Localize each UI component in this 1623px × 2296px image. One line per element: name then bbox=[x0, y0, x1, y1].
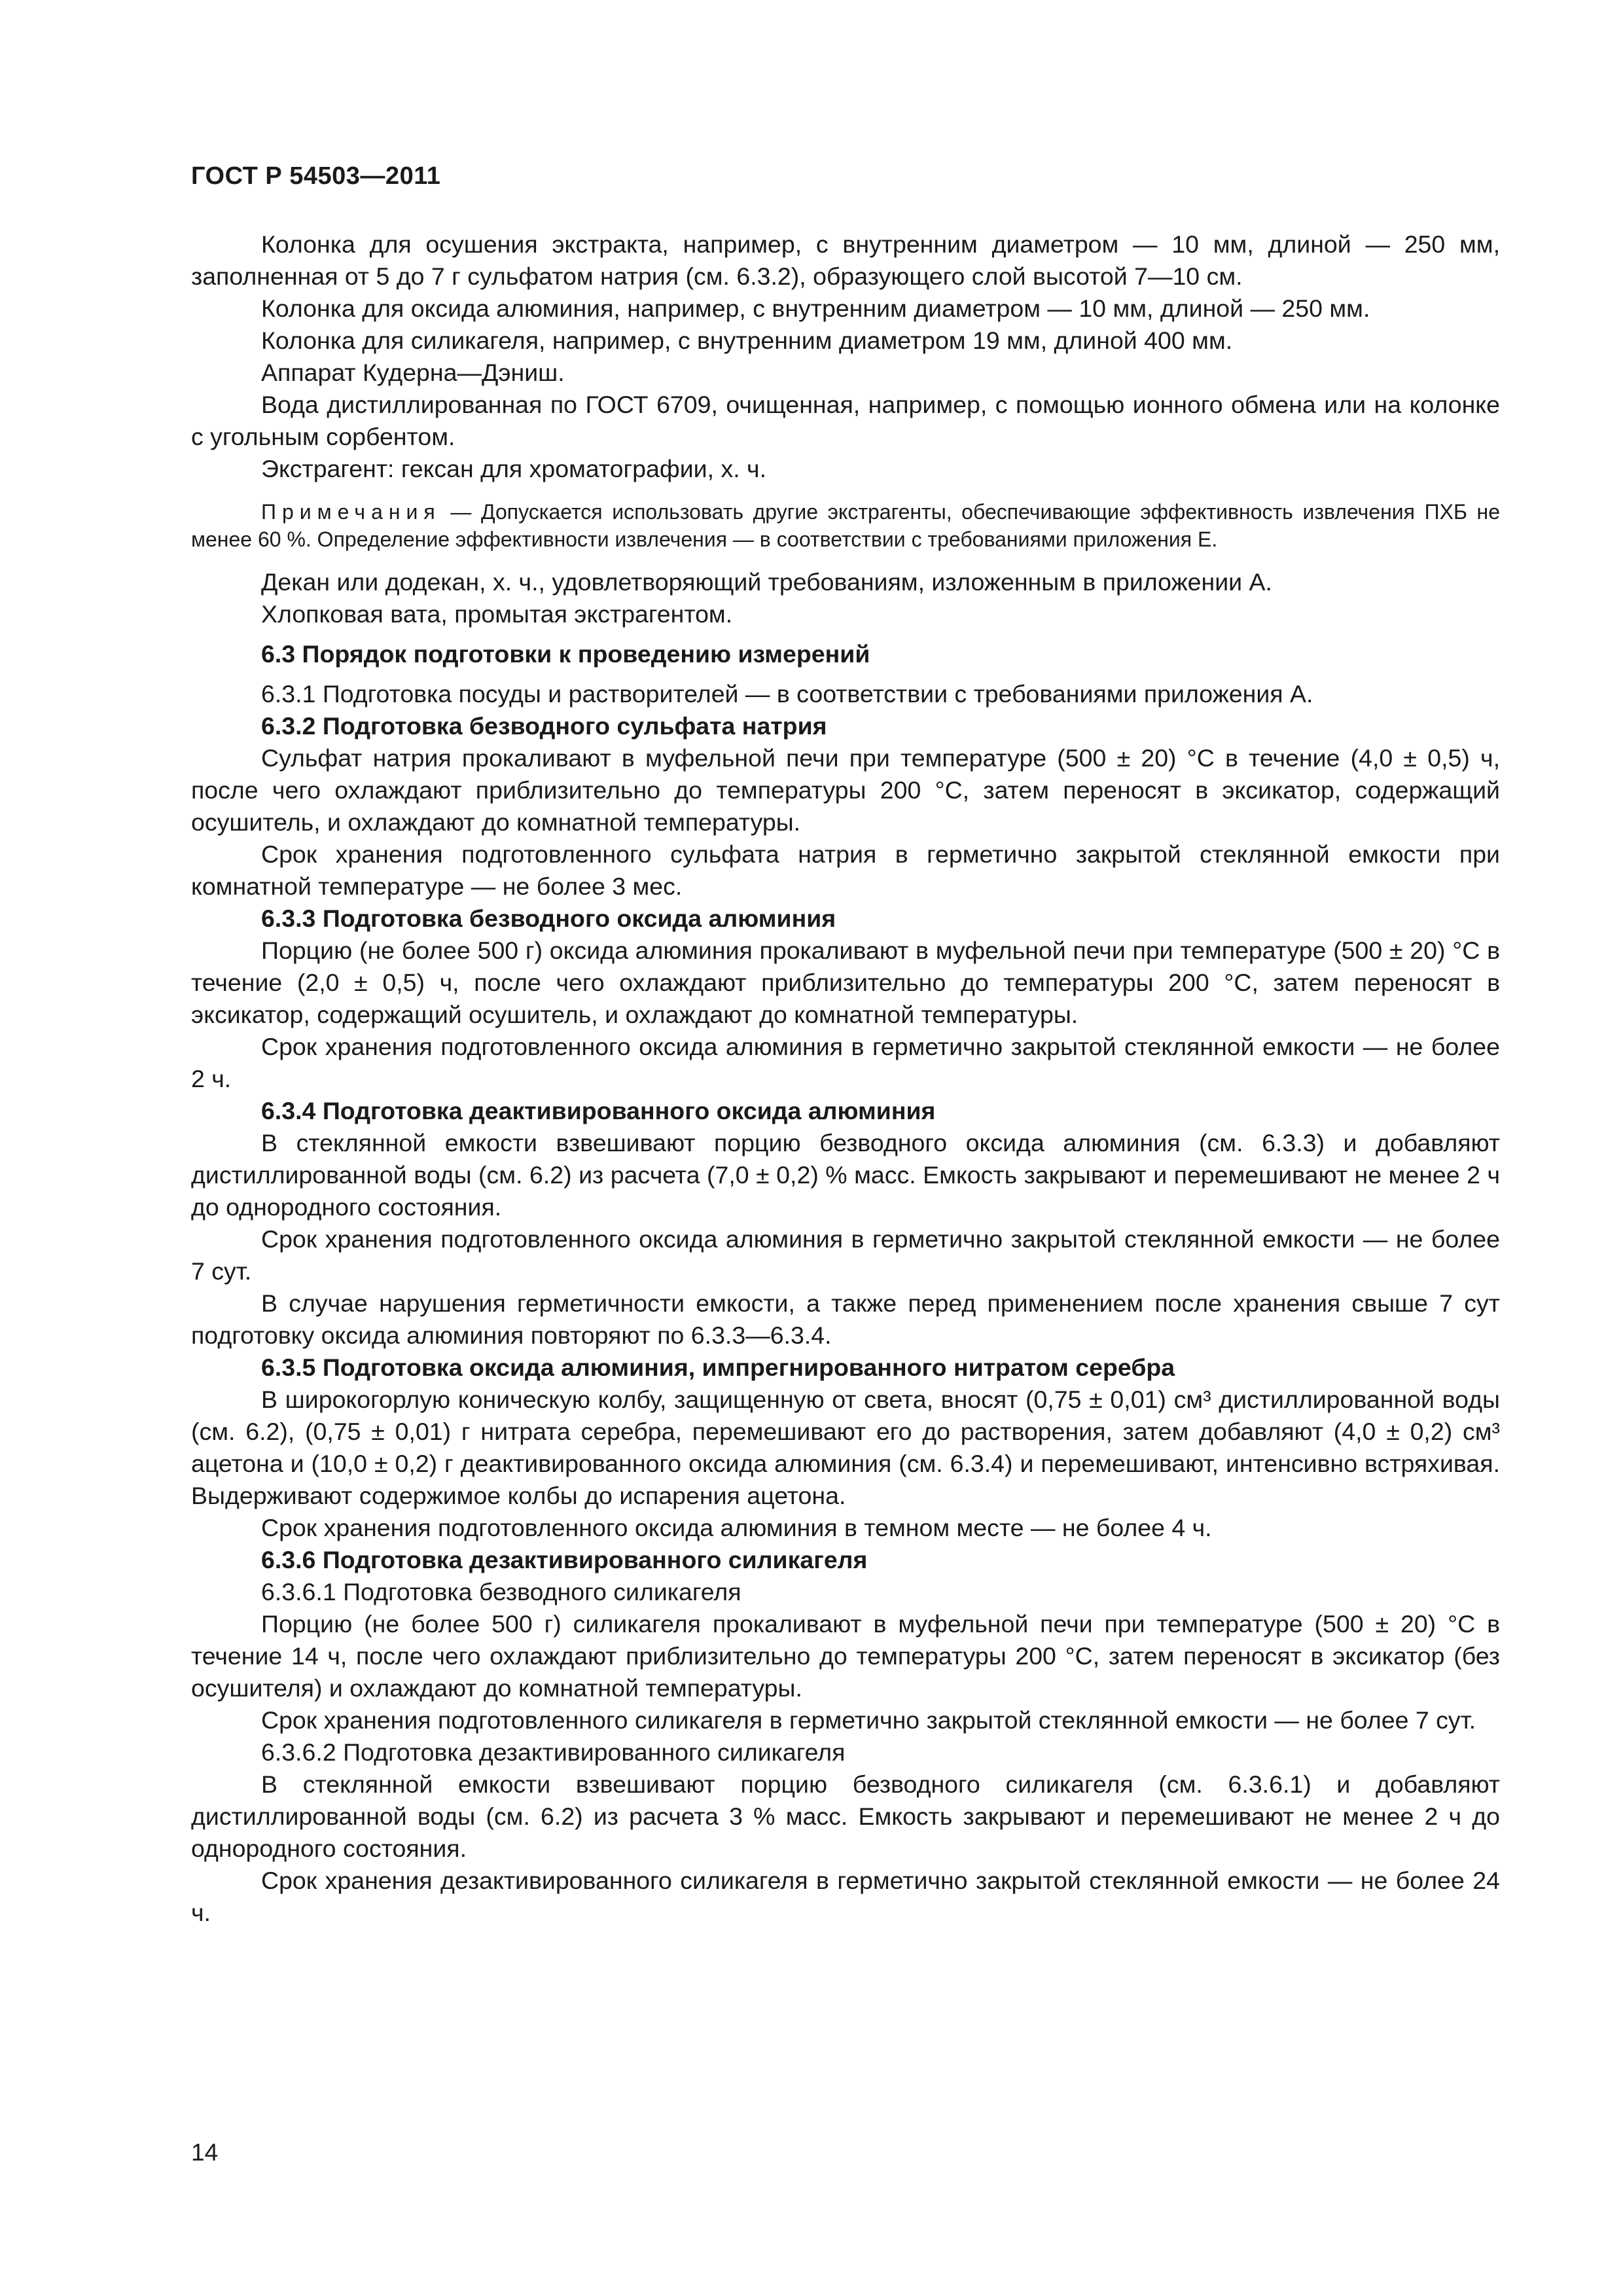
paragraph-text: Порцию (не более 500 г) оксида алюминия прокаливают в муфельной печи при температуре (500 ± 20) °С в течение (2,0 ± 0,5) ч, после чего охлаждают приблизительно до температуры 200 °С, затем переносят в эксикатор, содержащий осушитель, и охлаждают до комнатной температуры. bbox=[191, 937, 1500, 1028]
body-paragraph bbox=[191, 453, 1500, 485]
paragraph-text: В случае нарушения герметичности емкости, а также перед применением после хранения свыше 7 сут подготовку оксида алюминия повторяют по 6.3.3—6.3.4. bbox=[191, 1289, 1500, 1349]
body-paragraph bbox=[191, 1127, 1500, 1223]
document-header: ГОСТ Р 54503—2011 bbox=[191, 162, 441, 190]
paragraph-text: 6.3.1 Подготовка посуды и растворителей — в соответствии с требованиями приложения А. bbox=[261, 680, 1313, 708]
paragraph-text: Хлопковая вата, промытая экстрагентом. bbox=[261, 600, 733, 628]
paragraph-text: 6.3.6 Подготовка дезактивированного силикагеля bbox=[261, 1546, 868, 1573]
body-paragraph bbox=[191, 1736, 1500, 1768]
document-body bbox=[191, 228, 1500, 1929]
paragraph-text: Срок хранения подготовленного сульфата натрия в герметично закрытой стеклянной емкости при комнатной температуре — не более 3 мес. bbox=[191, 840, 1500, 900]
note-paragraph bbox=[191, 498, 1500, 553]
paragraph-text: Экстрагент: гексан для хроматографии, х. ч. bbox=[261, 455, 767, 482]
body-paragraph bbox=[191, 1704, 1500, 1736]
paragraph-text: Срок хранения дезактивированного силикагеля в герметично закрытой стеклянной емкости — не более 24 ч. bbox=[191, 1867, 1500, 1926]
paragraph-text: 6.3.6.2 Подготовка дезактивированного силикагеля bbox=[261, 1738, 846, 1766]
body-paragraph bbox=[191, 325, 1500, 357]
paragraph-text: 6.3.2 Подготовка безводного сульфата натрия bbox=[261, 712, 827, 740]
note-label: Примечания bbox=[261, 500, 441, 524]
body-paragraph bbox=[191, 293, 1500, 325]
body-paragraph bbox=[191, 1384, 1500, 1512]
body-paragraph bbox=[191, 1576, 1500, 1608]
body-paragraph bbox=[191, 935, 1500, 1031]
paragraph-text: В широкогорлую коническую колбу, защищенную от света, вносят (0,75 ± 0,01) см³ дистиллированной воды (см. 6.2), (0,75 ± 0,01) г нитрата серебра, перемешивают его до растворения, затем добавляют (4,0 ± 0,2) см³ ацетона и (10,0 ± 0,2) г деактивированного оксида алюминия (см. 6.3.4) и перемешивают, интенсивно встряхивая. Выдерживают содержимое колбы до испарения ацетона. bbox=[191, 1386, 1500, 1509]
section-heading bbox=[191, 710, 1500, 742]
paragraph-text: В стеклянной емкости взвешивают порцию безводного силикагеля (см. 6.3.6.1) и добавляют дистиллированной воды (см. 6.2) из расчета 3 % масс. Емкость закрывают и перемешивают не менее 2 ч до однородного состояния. bbox=[191, 1770, 1500, 1862]
section-heading bbox=[191, 638, 1500, 670]
body-paragraph bbox=[191, 1223, 1500, 1287]
body-paragraph bbox=[191, 742, 1500, 838]
body-paragraph bbox=[191, 357, 1500, 389]
paragraph-text: Декан или додекан, х. ч., удовлетворяющий требованиям, изложенным в приложении А. bbox=[261, 568, 1272, 596]
paragraph-text: — Допускается использовать другие экстрагенты, обеспечивающие эффективность извлечения ПХБ не менее 60 %. Определение эффективности извлечения — в соответствии с требованиями приложения Е. bbox=[191, 500, 1501, 551]
page-number: 14 bbox=[191, 2139, 219, 2166]
paragraph-text: В стеклянной емкости взвешивают порцию безводного оксида алюминия (см. 6.3.3) и добавляют дистиллированной воды (см. 6.2) из расчета (7,0 ± 0,2) % масс. Емкость закрывают и перемешивают не менее 2 ч до однородного состояния. bbox=[191, 1129, 1500, 1221]
body-paragraph bbox=[191, 1608, 1500, 1704]
body-paragraph bbox=[191, 678, 1500, 710]
body-paragraph bbox=[191, 228, 1500, 293]
paragraph-text: 6.3.5 Подготовка оксида алюминия, импрегнированного нитратом серебра bbox=[261, 1354, 1175, 1381]
paragraph-text: Порцию (не более 500 г) силикагеля прокаливают в муфельной печи при температуре (500 ± 20) °С в течение 14 ч, после чего охлаждают приблизительно до температуры 200 °С, затем переносят в эксикатор (без осушителя) и охлаждают до комнатной температуры. bbox=[191, 1610, 1500, 1702]
paragraph-text: Аппарат Кудерна—Дэниш. bbox=[261, 359, 565, 386]
paragraph-text: Срок хранения подготовленного силикагеля в герметично закрытой стеклянной емкости — не более 7 сут. bbox=[261, 1706, 1476, 1734]
body-paragraph bbox=[191, 566, 1500, 598]
paragraph-text: 6.3.4 Подготовка деактивированного оксида алюминия bbox=[261, 1097, 936, 1124]
paragraph-text: Вода дистиллированная по ГОСТ 6709, очищенная, например, с помощью ионного обмена или на колонке с угольным сорбентом. bbox=[191, 391, 1500, 450]
paragraph-text: Срок хранения подготовленного оксида алюминия в темном месте — не более 4 ч. bbox=[261, 1514, 1212, 1541]
body-paragraph bbox=[191, 838, 1500, 903]
body-paragraph bbox=[191, 1512, 1500, 1544]
body-paragraph bbox=[191, 1768, 1500, 1865]
body-paragraph bbox=[191, 1287, 1500, 1352]
document-page bbox=[191, 162, 1500, 1929]
paragraph-text: Колонка для силикагеля, например, с внутренним диаметром 19 мм, длиной 400 мм. bbox=[261, 327, 1233, 354]
paragraph-text: Колонка для осушения экстракта, например, с внутренним диаметром — 10 мм, длиной — 250 мм, заполненная от 5 до 7 г сульфатом натрия (см. 6.3.2), образующего слой высотой 7—10 см. bbox=[191, 230, 1500, 290]
paragraph-text: 6.3.6.1 Подготовка безводного силикагеля bbox=[261, 1578, 741, 1605]
paragraph-text: Сульфат натрия прокаливают в муфельной печи при температуре (500 ± 20) °С в течение (4,0 ± 0,5) ч, после чего охлаждают приблизительно до температуры 200 °С, затем переносят в эксикатор, содержащий осушитель, и охлаждают до комнатной температуры. bbox=[191, 744, 1500, 836]
paragraph-text: Срок хранения подготовленного оксида алюминия в герметично закрытой стеклянной емкости — не более 7 сут. bbox=[191, 1225, 1500, 1285]
section-heading bbox=[191, 903, 1500, 935]
body-paragraph bbox=[191, 1031, 1500, 1095]
body-paragraph bbox=[191, 1865, 1500, 1929]
paragraph-text: 6.3.3 Подготовка безводного оксида алюминия bbox=[261, 905, 836, 932]
paragraph-text: 6.3 Порядок подготовки к проведению измерений bbox=[261, 640, 870, 668]
body-paragraph bbox=[191, 389, 1500, 453]
body-paragraph bbox=[191, 598, 1500, 630]
section-heading bbox=[191, 1544, 1500, 1576]
paragraph-text: Колонка для оксида алюминия, например, с внутренним диаметром — 10 мм, длиной — 250 мм. bbox=[261, 295, 1370, 322]
section-heading bbox=[191, 1352, 1500, 1384]
paragraph-text: Срок хранения подготовленного оксида алюминия в герметично закрытой стеклянной емкости — не более 2 ч. bbox=[191, 1033, 1500, 1092]
section-heading bbox=[191, 1095, 1500, 1127]
